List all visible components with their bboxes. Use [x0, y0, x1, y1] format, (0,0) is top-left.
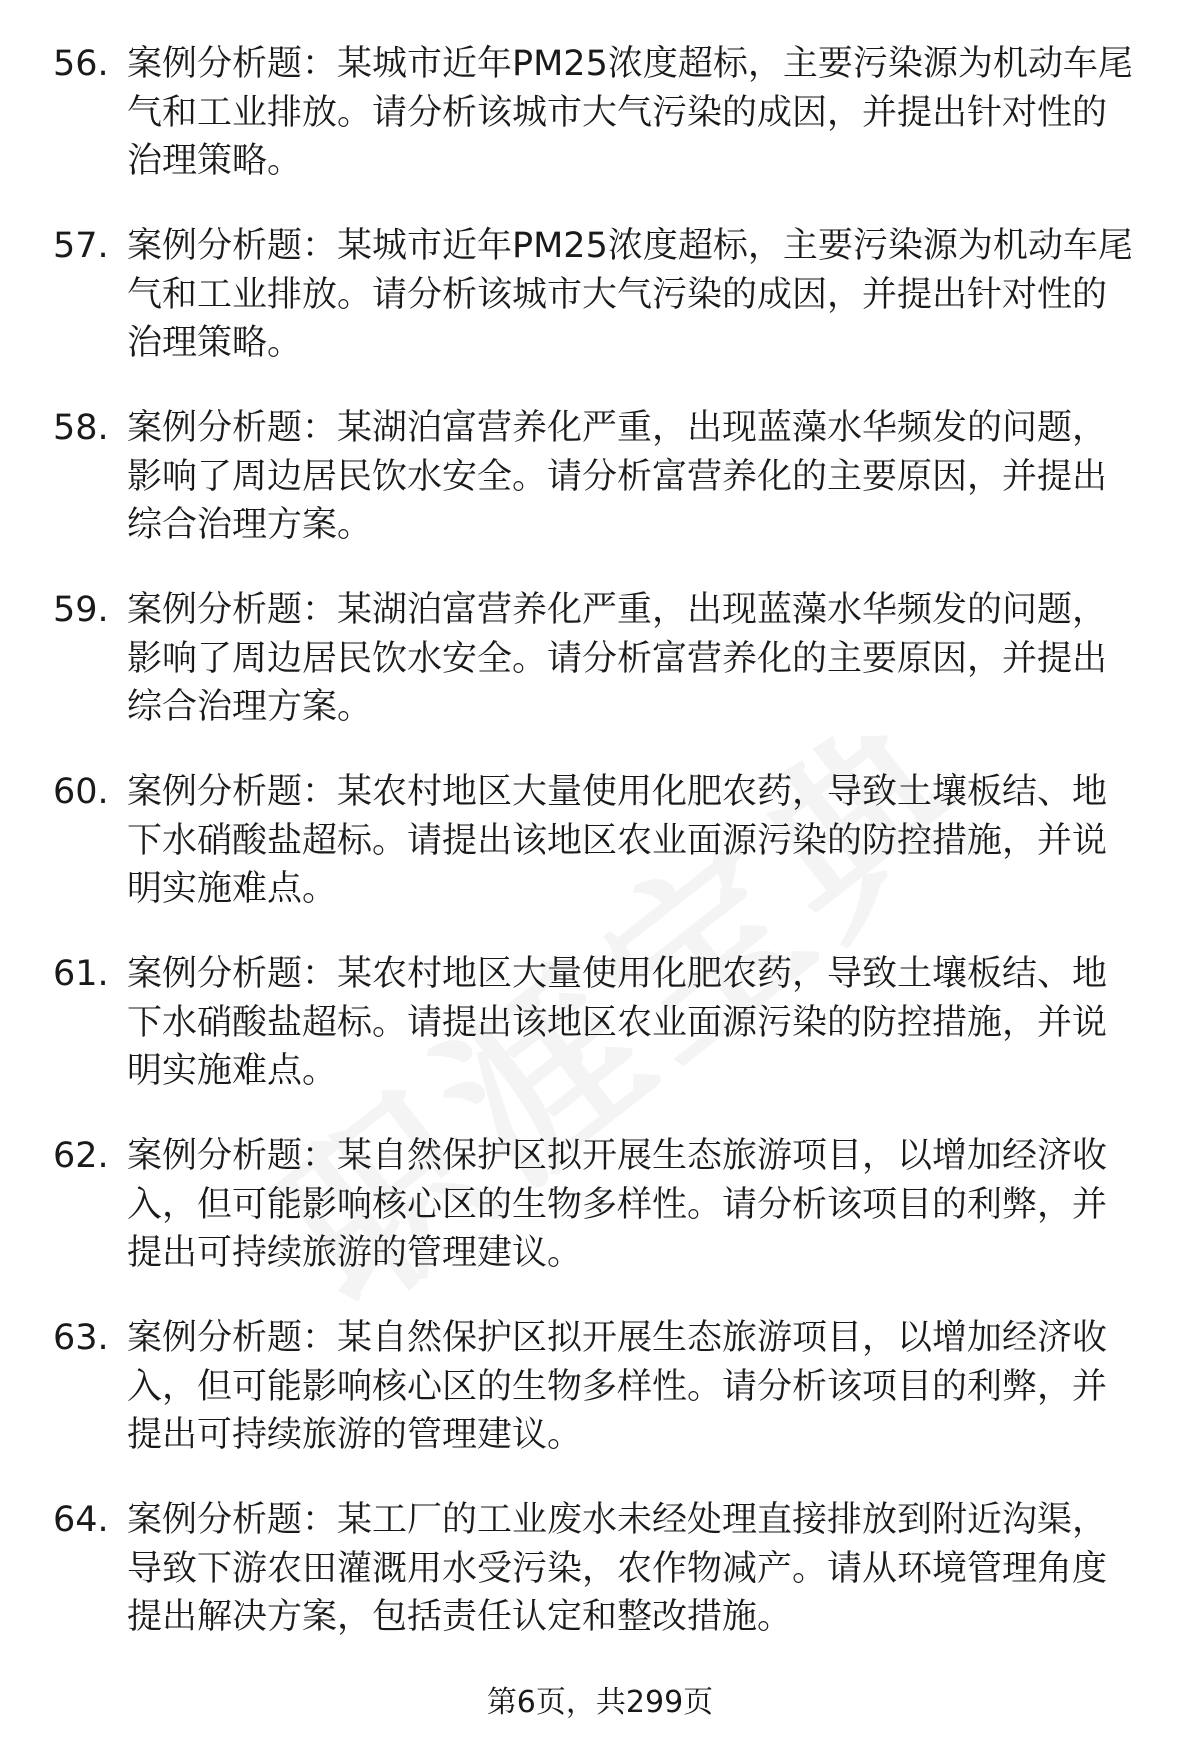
question-item-61: [0, 950, 1200, 1132]
question-list: [0, 40, 1200, 1678]
question-number: 59.: [53, 590, 109, 630]
question-text: 案例分析题：某自然保护区拟开展生态旅游项目，以增加经济收入，但可能影响核心区的生物多样性。请分析该项目的利弊，并提出可持续旅游的管理建议。: [127, 1318, 1108, 1455]
question-text: 案例分析题：某工厂的工业废水未经处理直接排放到附近沟渠，导致下游农田灌溉用水受污染，农作物减产。请从环境管理角度提出解决方案，包括责任认定和整改措施。: [127, 1500, 1108, 1637]
question-text: 案例分析题：某城市近年PM25浓度超标，主要污染源为机动车尾气和工业排放。请分析该城市大气污染的成因，并提出针对性的治理策略。: [127, 44, 1133, 181]
question-text: 案例分析题：某湖泊富营养化严重，出现蓝藻水华频发的问题，影响了周边居民饮水安全。请分析富营养化的主要原因，并提出综合治理方案。: [127, 408, 1108, 545]
question-text: 案例分析题：某农村地区大量使用化肥农药，导致土壤板结、地下水硝酸盐超标。请提出该地区农业面源污染的防控措施，并说明实施难点。: [127, 772, 1108, 909]
question-number: 57.: [53, 226, 109, 266]
question-number: 61.: [53, 954, 109, 994]
question-item-56: [0, 40, 1200, 222]
question-number: 58.: [53, 408, 109, 448]
question-text: 案例分析题：某城市近年PM25浓度超标，主要污染源为机动车尾气和工业排放。请分析该城市大气污染的成因，并提出针对性的治理策略。: [127, 226, 1133, 363]
question-text: 案例分析题：某农村地区大量使用化肥农药，导致土壤板结、地下水硝酸盐超标。请提出该地区农业面源污染的防控措施，并说明实施难点。: [127, 954, 1108, 1091]
question-text: 案例分析题：某湖泊富营养化严重，出现蓝藻水华频发的问题，影响了周边居民饮水安全。请分析富营养化的主要原因，并提出综合治理方案。: [127, 590, 1108, 727]
page-footer: 第6页，共299页: [486, 1685, 714, 1720]
question-number: 62.: [53, 1136, 109, 1176]
question-item-62: [0, 1132, 1200, 1314]
question-item-64: [0, 1496, 1200, 1678]
question-number: 56.: [53, 44, 109, 84]
question-text: 案例分析题：某自然保护区拟开展生态旅游项目，以增加经济收入，但可能影响核心区的生物多样性。请分析该项目的利弊，并提出可持续旅游的管理建议。: [127, 1136, 1108, 1273]
question-number: 64.: [53, 1500, 109, 1540]
question-item-60: [0, 768, 1200, 950]
question-item-59: [0, 586, 1200, 768]
question-item-63: [0, 1314, 1200, 1496]
question-item-57: [0, 222, 1200, 404]
question-number: 63.: [53, 1318, 109, 1358]
question-number: 60.: [53, 772, 109, 812]
question-item-58: [0, 404, 1200, 586]
